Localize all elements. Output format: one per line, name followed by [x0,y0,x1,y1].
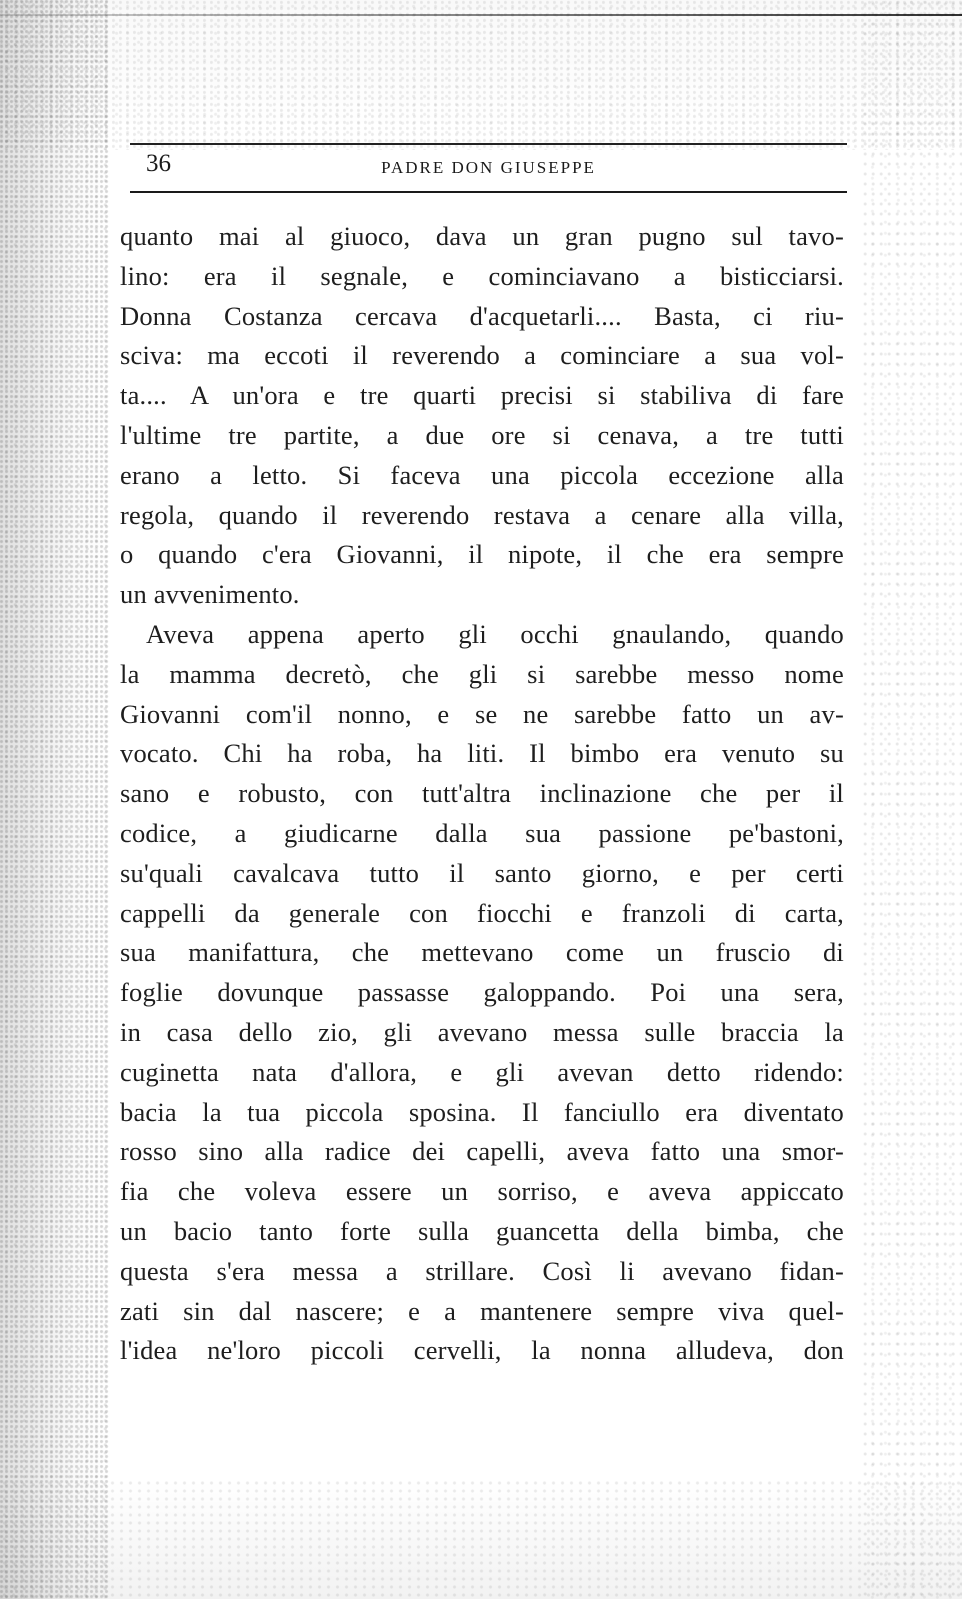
page-number: 36 [146,150,171,177]
text-line: un bacio tanto forte sulla guancetta della bimba, che [120,1215,844,1246]
scan-noise-top [0,0,962,150]
header-rule-top [130,143,847,145]
text-line: su'quali cavalcava tutto il santo giorno, e per certi [120,857,844,888]
text-line: regola, quando il reverendo restava a cenare alla villa, [120,499,844,530]
text-line: Aveva appena aperto gli occhi gnaulando, quando [146,618,844,649]
text-line: l'ultime tre partite, a due ore si cenava, a tre tutti [120,419,844,450]
text-line: Giovanni com'il nonno, e se ne sarebbe fatto un av- [120,698,844,729]
text-line: erano a letto. Si faceva una piccola eccezione alla [120,459,844,490]
running-title: PADRE DON GIUSEPPE [381,158,596,177]
scan-noise-right [862,0,962,1599]
text-line: fia che voleva essere un sorriso, e aveva appiccato [120,1176,844,1207]
text-line: o quando c'era Giovanni, il nipote, il che era sempre [120,539,844,570]
scan-top-edge [0,14,962,16]
text-line: zati sin dal nascere; e a mantenere sempre viva quel- [120,1295,844,1326]
text-line: lino: era il segnale, e cominciavano a bisticciarsi. [120,260,844,291]
text-line: Donna Costanza cercava d'acquetarli.... Basta, ci riu- [120,300,844,331]
scan-noise-left [0,0,110,1599]
text-line: l'idea ne'loro piccoli cervelli, la nonna alludeva, don [120,1335,844,1366]
header-rule-bottom [130,191,847,193]
text-line: un avvenimento. [120,579,300,610]
text-line: cuginetta nata d'allora, e gli avevan detto ridendo: [120,1056,844,1087]
text-line: cappelli da generale con fiocchi e franzoli di carta, [120,897,844,928]
text-line: questa s'era messa a strillare. Così li avevano fidan- [120,1255,844,1286]
scan-noise-bottom [0,1479,962,1599]
text-line: quanto mai al giuoco, dava un gran pugno sul tavo- [120,221,844,251]
text-line: rosso sino alla radice dei capelli, aveva fatto una smor- [120,1136,844,1167]
text-line: vocato. Chi ha roba, ha liti. Il bimbo era venuto su [120,738,844,769]
running-head [130,148,847,188]
text-line: in casa dello zio, gli avevano messa sulle braccia la [120,1016,844,1047]
text-line: la mamma decretò, che gli si sarebbe messo nome [120,658,844,689]
text-line: sua manifattura, che mettevano come un fruscio di [120,937,844,968]
body-text [120,217,844,1371]
text-line: bacia la tua piccola sposina. Il fanciullo era diventato [120,1096,844,1127]
text-line: sano e robusto, con tutt'altra inclinazione che per il [120,778,844,809]
text-line: sciva: ma eccoti il reverendo a cominciare a sua vol- [120,340,844,371]
text-line: foglie dovunque passasse galoppando. Poi una sera, [120,977,844,1008]
text-line: ta.... A un'ora e tre quarti precisi si stabiliva di fare [120,380,844,411]
text-line: codice, a giudicarne dalla sua passione pe'bastoni, [120,817,844,848]
